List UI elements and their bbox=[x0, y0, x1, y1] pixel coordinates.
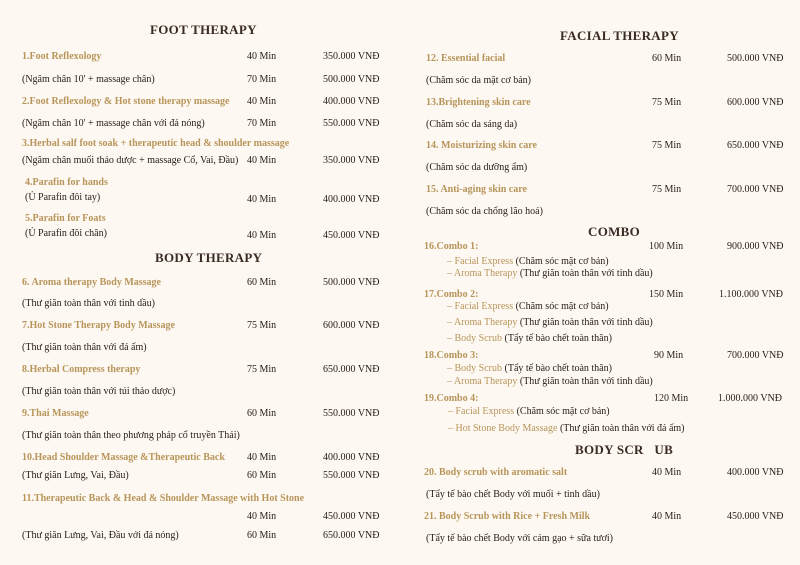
service-duration: 70 Min bbox=[247, 118, 277, 129]
service-name: 11.Therapeutic Back & Head & Shoulder Massage with Hot Stone bbox=[22, 493, 305, 504]
service-desc: (Thư giãn Lưng, Vai, Đầu với đá nóng) bbox=[22, 530, 179, 541]
combo-sub-item: – Aroma Therapy (Thư giãn toàn thân với tinh dầu) bbox=[447, 317, 653, 328]
service-price: 500.000 VNĐ bbox=[727, 53, 784, 64]
service-price: 450.000 VNĐ bbox=[323, 511, 380, 522]
service-duration: 100 Min bbox=[649, 241, 684, 252]
combo-sub-item: – Aroma Therapy (Thư giãn toàn thân với tinh dầu) bbox=[447, 268, 653, 279]
service-duration: 75 Min bbox=[652, 184, 682, 195]
combo-sub-item: – Facial Express (Chăm sóc mặt cơ bản) bbox=[447, 301, 609, 312]
section-title-body: BODY THERAPY bbox=[155, 250, 263, 265]
service-name: 4.Parafin for hands bbox=[25, 177, 108, 188]
service-name: 12. Essential facial bbox=[426, 53, 506, 64]
service-duration: 40 Min bbox=[652, 511, 682, 522]
service-desc: (Thư giãn toàn thân theo phương pháp cổ truyền Thái) bbox=[22, 430, 240, 441]
service-duration: 60 Min bbox=[247, 277, 277, 288]
service-price: 550.000 VNĐ bbox=[323, 470, 380, 481]
service-duration: 75 Min bbox=[247, 320, 277, 331]
service-name: 8.Herbal Compress therapy bbox=[22, 364, 141, 375]
service-duration: 40 Min bbox=[247, 511, 277, 522]
service-desc: (Thư giãn toàn thân với túi thảo dược) bbox=[22, 386, 176, 397]
service-name: 14. Moisturizing skin care bbox=[426, 140, 537, 151]
service-desc: (Ủ Parafin đôi tay) bbox=[25, 192, 101, 203]
service-price: 450.000 VNĐ bbox=[727, 511, 784, 522]
section-title-foot: FOOT THERAPY bbox=[150, 22, 257, 37]
service-desc: (Ủ Parafin đôi chân) bbox=[25, 228, 107, 239]
service-name: 21. Body Scrub with Rice + Fresh Milk bbox=[424, 511, 591, 522]
service-price: 500.000 VNĐ bbox=[323, 74, 380, 85]
combo-sub-item: – Body Scrub (Tẩy tế bào chết toàn thân) bbox=[447, 363, 612, 374]
service-duration: 90 Min bbox=[654, 350, 684, 361]
service-price: 1.100.000 VNĐ bbox=[719, 289, 783, 300]
service-duration: 40 Min bbox=[247, 155, 277, 166]
service-duration: 75 Min bbox=[652, 97, 682, 108]
service-desc: (Thư giãn Lưng, Vai, Đầu) bbox=[22, 470, 129, 481]
service-duration: 40 Min bbox=[652, 467, 682, 478]
service-name: 3.Herbal salf foot soak + therapeutic head & shoulder massage bbox=[22, 138, 290, 149]
service-price: 400.000 VNĐ bbox=[323, 194, 380, 205]
service-duration: 40 Min bbox=[247, 194, 277, 205]
service-price: 450.000 VNĐ bbox=[323, 230, 380, 241]
combo-name: 18.Combo 3: bbox=[424, 350, 479, 361]
section-title-scrub: BODY SCR UB bbox=[575, 442, 674, 457]
service-desc: (Thư giãn toàn thân với tinh dầu) bbox=[22, 298, 155, 309]
service-desc: (Chăm sóc da chống lão hoá) bbox=[426, 206, 543, 217]
service-price: 1.000.000 VNĐ bbox=[718, 393, 782, 404]
combo-sub-item: – Aroma Therapy (Thư giãn toàn thân với tinh dầu) bbox=[447, 376, 653, 387]
service-price: 700.000 VNĐ bbox=[727, 350, 784, 361]
service-name: 5.Parafin for Foats bbox=[25, 213, 106, 224]
service-price: 650.000 VNĐ bbox=[323, 364, 380, 375]
service-price: 400.000 VNĐ bbox=[323, 452, 380, 463]
service-name: 1.Foot Reflexology bbox=[22, 51, 102, 62]
combo-name: 19.Combo 4: bbox=[424, 393, 479, 404]
service-duration: 70 Min bbox=[247, 74, 277, 85]
service-name: 15. Anti-aging skin care bbox=[426, 184, 527, 195]
service-desc: (Thư giãn toàn thân với đá ấm) bbox=[22, 342, 147, 353]
combo-sub-item: – Facial Express (Chăm sóc mặt cơ bản) bbox=[447, 256, 609, 267]
service-price: 400.000 VNĐ bbox=[323, 96, 380, 107]
combo-sub-item: – Facial Express (Chăm sóc mặt cơ bản) bbox=[448, 406, 610, 417]
service-price: 350.000 VNĐ bbox=[323, 51, 380, 62]
combo-name: 16.Combo 1: bbox=[424, 241, 479, 252]
combo-sub-item: – Body Scrub (Tẩy tế bào chết toàn thân) bbox=[447, 333, 612, 344]
service-duration: 40 Min bbox=[247, 230, 277, 241]
service-duration: 60 Min bbox=[247, 530, 277, 541]
service-desc: (Ngâm chân muối thảo dược + massage Cổ, Vai, Đầu) bbox=[22, 155, 239, 166]
service-price: 900.000 VNĐ bbox=[727, 241, 784, 252]
section-title-combo: COMBO bbox=[588, 224, 641, 239]
service-desc: (Ngâm chân 10' + massage chân) bbox=[22, 74, 155, 85]
service-name: 2.Foot Reflexology & Hot stone therapy massage bbox=[22, 96, 230, 107]
service-desc: (Tẩy tế bào chết Body với cám gạo + sữa tươi) bbox=[426, 533, 614, 544]
service-name: 7.Hot Stone Therapy Body Massage bbox=[22, 320, 175, 331]
service-name: 13.Brightening skin care bbox=[426, 97, 531, 108]
service-duration: 60 Min bbox=[652, 53, 682, 64]
service-desc: (Chăm sóc da mặt cơ bản) bbox=[426, 75, 531, 86]
service-name: 9.Thai Massage bbox=[22, 408, 89, 419]
service-duration: 60 Min bbox=[247, 470, 277, 481]
service-duration: 75 Min bbox=[652, 140, 682, 151]
service-price: 500.000 VNĐ bbox=[323, 277, 380, 288]
service-desc: (Ngâm chân 10' + massage chân với đá nóng) bbox=[22, 118, 205, 129]
service-desc: (Tẩy tế bào chết Body với muối + tinh dầu) bbox=[426, 489, 600, 500]
service-desc: (Chăm sóc da dưỡng ẩm) bbox=[426, 162, 528, 173]
service-price: 600.000 VNĐ bbox=[727, 97, 784, 108]
service-name: 20. Body scrub with aromatic salt bbox=[424, 467, 568, 478]
service-price: 350.000 VNĐ bbox=[323, 155, 380, 166]
service-duration: 150 Min bbox=[649, 289, 684, 300]
service-price: 550.000 VNĐ bbox=[323, 408, 380, 419]
service-name: 10.Head Shoulder Massage &Therapeutic Back bbox=[22, 452, 225, 463]
combo-sub-item: – Hot Stone Body Massage (Thư giãn toàn thân với đá ấm) bbox=[448, 423, 685, 434]
service-duration: 75 Min bbox=[247, 364, 277, 375]
service-price: 550.000 VNĐ bbox=[323, 118, 380, 129]
combo-name: 17.Combo 2: bbox=[424, 289, 479, 300]
service-duration: 40 Min bbox=[247, 96, 277, 107]
service-price: 650.000 VNĐ bbox=[727, 140, 784, 151]
service-duration: 40 Min bbox=[247, 51, 277, 62]
service-price: 700.000 VNĐ bbox=[727, 184, 784, 195]
service-duration: 120 Min bbox=[654, 393, 689, 404]
service-price: 600.000 VNĐ bbox=[323, 320, 380, 331]
service-price: 650.000 VNĐ bbox=[323, 530, 380, 541]
service-desc: (Chăm sóc da sáng da) bbox=[426, 119, 518, 130]
service-name: 6. Aroma therapy Body Massage bbox=[22, 277, 161, 288]
service-price: 400.000 VNĐ bbox=[727, 467, 784, 478]
section-title-facial: FACIAL THERAPY bbox=[560, 28, 679, 43]
service-duration: 40 Min bbox=[247, 452, 277, 463]
service-duration: 60 Min bbox=[247, 408, 277, 419]
